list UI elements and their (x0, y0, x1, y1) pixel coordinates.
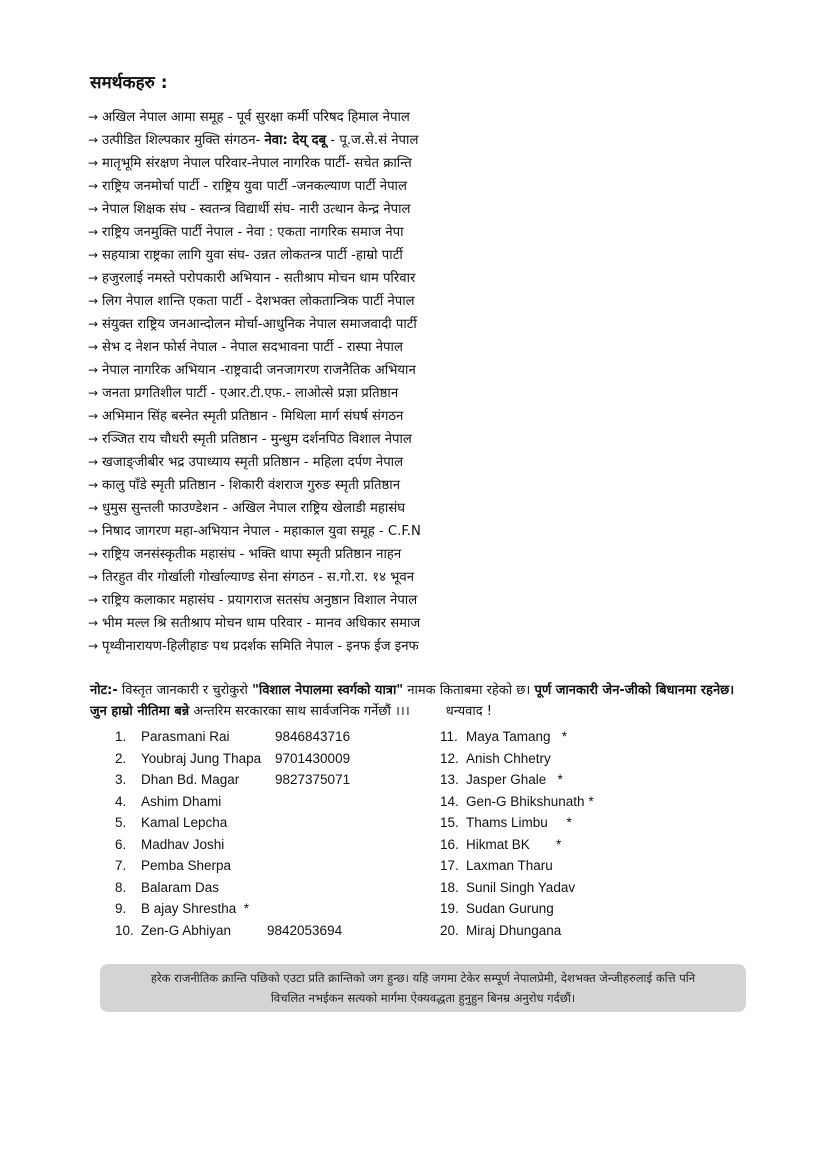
supporter-text: भीम मल्ल श्रि सतीश्राप मोचन धाम परिवार - मानव अधिकार समाज (102, 616, 421, 631)
person-name: Laxman Tharu (466, 858, 553, 873)
supporter-line (88, 152, 768, 175)
person-name: Dhan Bd. Magar (141, 772, 240, 787)
supporter-text: नेपाल शिक्षक संघ - स्वतन्त्र विद्यार्थी संघ- नारी उत्थान केन्द्र नेपाल (102, 202, 411, 217)
person-phone: 9846843716 (275, 729, 351, 744)
supporter-line (88, 428, 768, 451)
supporter-text: लिग नेपाल शान्ति एकता पार्टी - देशभक्त लोकतान्त्रिक पार्टी नेपाल (102, 294, 415, 309)
person-row (440, 920, 700, 942)
arrow-icon: → (88, 363, 99, 377)
person-name: Maya Tamang * (466, 729, 568, 744)
person-name: Pemba Sherpa (141, 858, 232, 873)
person-number: 10. (115, 922, 134, 938)
supporter-line (88, 497, 768, 520)
person-number: 8. (115, 879, 127, 895)
supporter-line (88, 612, 768, 635)
person-name: Thams Limbu * (466, 815, 572, 830)
book-title: "विशाल नेपालमा स्वर्गको यात्रा" (252, 683, 404, 698)
person-number: 15. (440, 815, 459, 830)
arrow-icon: → (88, 639, 99, 653)
arrow-icon: → (88, 432, 99, 446)
supporter-text: नेपाल नागरिक अभियान -राष्ट्रवादी जनजागरण राजनैतिक अभियान (102, 363, 416, 378)
person-name: Madhav Joshi (141, 836, 225, 852)
person-row (440, 748, 700, 770)
supporter-text: कालु पाँडे स्मृती प्रतिष्ठान - शिकारी वंशराज गुरुङ स्मृती प्रतिष्ठान (102, 478, 401, 493)
person-name: Gen-G Bhikshunath * (466, 793, 594, 809)
supporter-line (88, 290, 768, 313)
person-row (115, 812, 435, 834)
arrow-icon: → (88, 386, 99, 400)
person-number: 4. (115, 793, 127, 809)
arrow-icon: → (88, 570, 99, 584)
arrow-icon: → (88, 593, 99, 607)
supporter-line (88, 589, 768, 612)
supporter-line (88, 175, 768, 198)
person-row (440, 877, 700, 899)
footer-appeal-box (100, 964, 746, 1012)
supporters-heading: समर्थकहरु : (90, 73, 168, 93)
person-number: 19. (440, 901, 459, 916)
arrow-icon: → (88, 409, 99, 423)
person-number: 20. (440, 922, 459, 938)
arrow-icon: → (88, 271, 99, 285)
arrow-icon: → (88, 133, 99, 147)
supporter-line (88, 198, 768, 221)
supporter-text: राष्ट्रिय जनमुक्ति पार्टी नेपाल - नेवा : एकता नागरिक समाज नेपा (102, 225, 404, 240)
supporter-text: संयुक्त राष्ट्रिय जनआन्दोलन मोर्चा-आधुनिक नेपाल समाजवादी पार्टी (102, 317, 417, 332)
supporter-text: जनता प्रगतिशील पार्टी - एआर.टी.एफ.- लाओत्से प्रज्ञा प्रतिष्ठान (102, 386, 399, 401)
supporter-text: राष्ट्रिय कलाकार महासंघ - प्रयागराज सतसंघ अनुष्ठान विशाल नेपाल (102, 593, 418, 608)
supporter-text: तिरहुत वीर गोर्खाली गोर्खाल्याण्ड सेना संगठन - स.गो.रा. १४ भूवन (102, 570, 415, 585)
person-row (440, 834, 700, 856)
person-number: 18. (440, 879, 459, 895)
supporter-text: सेभ द नेशन फोर्स नेपाल - नेपाल सदभावना पार्टी - रास्पा नेपाल (102, 340, 403, 355)
person-name: Anish Chhetry (466, 750, 551, 766)
person-row (115, 920, 435, 942)
supporter-line (88, 106, 768, 129)
person-number: 2. (115, 750, 127, 766)
person-name: Ashim Dhami (141, 793, 222, 809)
person-number: 9. (115, 901, 127, 916)
arrow-icon: → (88, 317, 99, 331)
supporter-text: धुमुस सुन्तली फाउण्डेशन - अखिल नेपाल राष्ट्रिय खेलाडी महासंघ (102, 501, 406, 516)
supporter-text-bold: नेवा: देय् दबू (264, 133, 327, 148)
arrow-icon: → (88, 294, 99, 308)
supporter-line (88, 520, 768, 543)
arrow-icon: → (88, 524, 99, 538)
supporter-text-post: - पू.ज.से.सं नेपाल (326, 133, 419, 148)
supporter-line (88, 359, 768, 382)
person-row (440, 791, 700, 813)
people-list-left (115, 726, 435, 941)
supporter-text: रञ्जित राय चौधरी स्मृती प्रतिष्ठान - मुन्धुम दर्शनपिठ विशाल नेपाल (102, 432, 412, 447)
footer-line-1: हरेक राजनीतिक क्रान्ति पछिको एउटा प्रति क्रान्तिको जग हुन्छ। यहि जगमा टेकेर सम्पूर्ण नेपालप्रेमी, देशभक्त जेन्जीहरुलाई कत्ति पनि (150, 971, 696, 985)
supporter-line (88, 336, 768, 359)
supporter-line (88, 382, 768, 405)
note-paragraph (90, 680, 755, 722)
note-text-1: विस्तृत जानकारी र चुरोकुरो (117, 683, 253, 698)
person-row (440, 769, 700, 791)
person-row (115, 898, 435, 920)
supporter-line (88, 267, 768, 290)
supporter-line (88, 474, 768, 497)
person-row (115, 834, 435, 856)
person-number: 11. (440, 729, 458, 744)
person-number: 16. (440, 836, 459, 852)
person-name: Sudan Gurung (466, 901, 554, 916)
supporter-line (88, 405, 768, 428)
supporter-text-pre: उत्पीडित शिल्पकार मुक्ति संगठन- (102, 133, 265, 148)
person-row (115, 877, 435, 899)
supporter-line (88, 543, 768, 566)
person-name: Hikmat BK * (466, 836, 562, 852)
supporter-line (88, 313, 768, 336)
person-phone: 9701430009 (275, 750, 351, 766)
arrow-icon: → (88, 225, 99, 239)
person-number: 3. (115, 772, 127, 787)
person-name: Miraj Dhungana (466, 922, 562, 938)
footer-line-2: विचलित नभईकन सत्यको मार्गमा ऐक्यवद्धता हुनुहुन बिनम्र अनुरोध गर्दछौं। (270, 991, 576, 1005)
person-row (115, 791, 435, 813)
person-name: Youbraj Jung Thapa (141, 750, 262, 766)
person-row (115, 748, 435, 770)
person-name: Zen-G Abhiyan (141, 922, 232, 938)
supporter-text: मातृभूमि संरक्षण नेपाल परिवार-नेपाल नागरिक पार्टी- सचेत क्रान्ति (102, 156, 412, 171)
person-number: 5. (115, 815, 127, 830)
arrow-icon: → (88, 455, 99, 469)
person-number: 12. (440, 750, 459, 766)
thanks-text: धन्यवाद ! (445, 704, 492, 719)
arrow-icon: → (88, 340, 99, 354)
person-phone: 9842053694 (267, 922, 343, 938)
person-row (440, 855, 700, 877)
arrow-icon: → (88, 547, 99, 561)
supporter-text: खजाङ्जीबीर भद्र उपाध्याय स्मृती प्रतिष्ठान - महिला दर्पण नेपाल (102, 455, 404, 470)
person-phone: 9827375071 (275, 772, 351, 787)
note-text-3: अन्तरिम सरकारका साथ सार्वजनिक गर्नेछौं ।।। (189, 704, 410, 719)
supporter-text: पृथ्वीनारायण-हिलीहाङ पथ प्रदर्शक समिति नेपाल - इनफ ईज इनफ (102, 639, 419, 654)
supporter-text: हजुरलाई नमस्ते परोपकारी अभियान - सतीश्राप मोचन धाम परिवार (102, 271, 416, 286)
supporter-text: निषाद जागरण महा-अभियान नेपाल - महाकाल युवा समूह - C.F.N (102, 524, 421, 539)
person-row (440, 812, 700, 834)
person-row (115, 855, 435, 877)
person-number: 6. (115, 836, 127, 852)
people-list-right (440, 726, 700, 941)
supporter-line (88, 129, 768, 152)
person-number: 17. (440, 858, 459, 873)
supporter-text: राष्ट्रिय जनसंस्कृतीक महासंघ - भक्ति थापा स्मृती प्रतिष्ठान नाहन (102, 547, 402, 562)
person-number: 13. (440, 772, 459, 787)
person-row (115, 726, 435, 748)
person-number: 1. (115, 729, 127, 744)
person-row (115, 769, 435, 791)
arrow-icon: → (88, 156, 99, 170)
person-name: Jasper Ghale * (466, 772, 563, 787)
person-name: Balaram Das (141, 879, 220, 895)
person-name: Parasmani Rai (141, 729, 230, 744)
supporter-line (88, 221, 768, 244)
person-number: 7. (115, 858, 127, 873)
person-row (440, 726, 700, 748)
arrow-icon: → (88, 501, 99, 515)
supporter-line (88, 451, 768, 474)
arrow-icon: → (88, 248, 99, 262)
person-name: B ajay Shrestha * (141, 901, 250, 916)
arrow-icon: → (88, 616, 99, 630)
person-row (440, 898, 700, 920)
supporter-line (88, 635, 768, 658)
supporter-text: अभिमान सिंह बस्नेत स्मृती प्रतिष्ठान - मिथिला मार्ग संघर्ष संगठन (102, 409, 404, 424)
arrow-icon: → (88, 478, 99, 492)
supporter-line (88, 566, 768, 589)
arrow-icon: → (88, 202, 99, 216)
supporter-text: सहयात्रा राष्ट्रका लागि युवा संघ- उन्नत लोकतन्त्र पार्टी -हाम्रो पार्टी (102, 248, 403, 263)
arrow-icon: → (88, 110, 99, 124)
note-text-2: नामक किताबमा रहेको छ। (403, 683, 535, 698)
supporters-list (88, 106, 768, 658)
person-number: 14. (440, 793, 459, 809)
note-label: नोट:- (90, 683, 118, 698)
note-bold-statement: पूर्ण जानकारी जेन-जीको बिधानमा रहनेछ। जुन हाम्रो नीतिमा बन्ने (90, 683, 735, 719)
arrow-icon: → (88, 179, 99, 193)
supporter-line (88, 244, 768, 267)
supporter-text: राष्ट्रिय जनमोर्चा पार्टी - राष्ट्रिय युवा पार्टी -जनकल्याण पार्टी नेपाल (102, 179, 407, 194)
person-name: Kamal Lepcha (141, 815, 228, 830)
person-name: Sunil Singh Yadav (466, 879, 576, 895)
supporter-text: अखिल नेपाल आमा समूह - पूर्व सुरक्षा कर्मी परिषद हिमाल नेपाल (102, 110, 410, 125)
